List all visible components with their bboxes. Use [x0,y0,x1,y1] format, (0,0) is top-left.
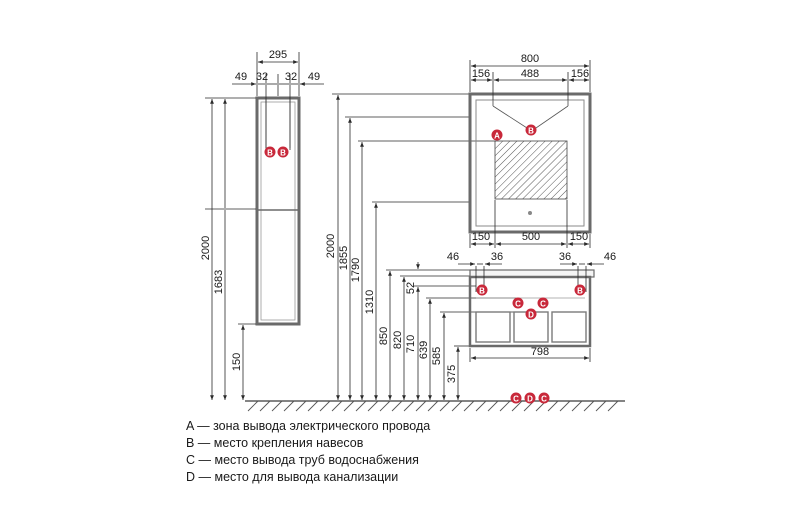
dim-mirror-hinge-left: 156 [471,68,491,80]
marker-c-floor-left [511,393,522,404]
marker-b-column-right [278,147,289,158]
svg-text:C: C [515,299,521,309]
dim-water-height: 639 [418,340,430,360]
marker-a-mirror [492,130,503,141]
marker-b-vanity-left [477,285,488,296]
legend-item-b: B — место крепления навесов [186,436,364,450]
svg-text:B: B [280,148,286,158]
dim-column-hinge-height: 1683 [213,269,225,295]
dim-mirror-hinge-right: 156 [570,68,590,80]
mirror [470,94,590,232]
dim-mirror-hinge-height: 1855 [338,245,350,271]
column-cabinet [257,98,299,324]
dim-column-hook-right: 32 [284,71,298,83]
legend-item-a: A — зона вывода электрического провода [186,419,431,433]
legend-item-c: C — место вывода труб водоснабжения [186,453,419,467]
svg-text:B: B [528,126,534,136]
svg-text:D: D [527,394,533,404]
dim-column-left-offset: 49 [234,71,248,83]
dim-mirror-zone-width: 500 [521,231,541,243]
column-top-dimensions [232,52,324,150]
svg-text:D: D [528,310,534,320]
svg-text:B: B [479,286,485,296]
dim-mirror-zone-left: 150 [471,231,491,243]
marker-b-column-left [265,147,276,158]
dim-column-floor-gap: 150 [231,352,243,372]
legend [186,418,430,486]
dim-vanity-width: 798 [530,346,550,358]
marker-b-mirror [526,125,537,136]
dim-mirror-width: 800 [520,53,540,65]
svg-text:C: C [541,394,547,404]
marker-c-floor-right [539,393,550,404]
dim-vanity-top-height: 850 [378,326,390,346]
dim-column-right-offset: 49 [307,71,321,83]
legend-item-d: D — место для вывода канализации [186,470,399,484]
dim-total-height: 2000 [325,233,337,259]
dim-column-hook-left: 32 [255,71,269,83]
dim-vanity-right-edge: 46 [603,251,617,263]
marker-d-floor [525,393,536,404]
dim-vanity-hinge-right: 36 [558,251,572,263]
svg-text:C: C [513,394,519,404]
floor [245,401,625,411]
marker-c-vanity-right [538,298,549,309]
dim-vanity-left-edge: 46 [446,251,460,263]
marker-d-vanity [526,309,537,320]
svg-text:B: B [577,286,583,296]
dim-mirror-bottom-height: 1310 [364,289,376,315]
dim-mirror-hinge-span: 488 [520,68,540,80]
marker-c-vanity-left [513,298,524,309]
dim-column-width: 295 [268,49,288,61]
marker-b-vanity-right [575,285,586,296]
dim-countertop-thickness: 52 [405,281,417,295]
dim-vanity-hinge-height: 710 [405,334,417,354]
svg-text:C: C [540,299,546,309]
dim-mirror-zone-right: 150 [569,231,589,243]
dim-vanity-body-height: 820 [392,330,404,350]
svg-text:B: B [267,148,273,158]
dim-column-height: 2000 [200,235,212,261]
svg-text:A: A [494,131,500,141]
dim-vanity-bottom-height: 375 [446,364,458,384]
dim-vanity-hinge-left: 36 [490,251,504,263]
dim-wire-height: 1790 [350,257,362,283]
vanity-cabinet [470,270,594,346]
dim-drain-height: 585 [431,346,443,366]
